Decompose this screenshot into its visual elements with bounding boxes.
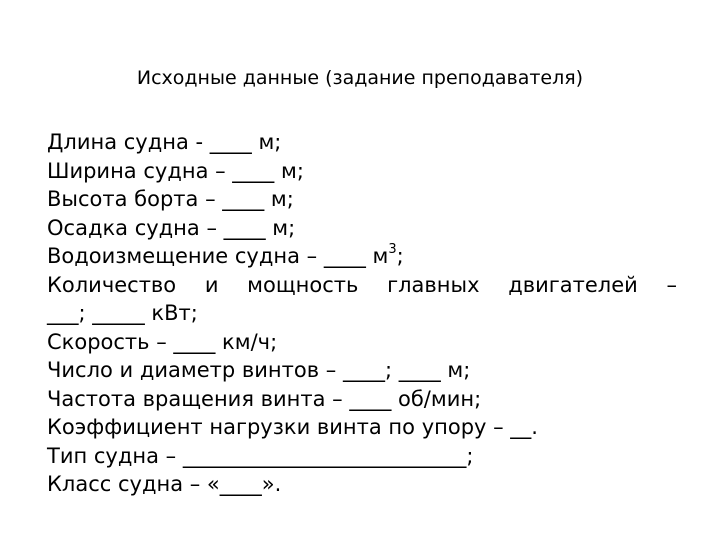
displacement-superscript: 3 [388, 242, 397, 257]
engines-word: главных [387, 272, 480, 297]
requirements-list [47, 128, 687, 499]
line-displacement [47, 242, 687, 271]
line-draft: Осадка судна – ____ м; [47, 215, 296, 240]
line-length: Длина судна - ____ м; [47, 130, 282, 154]
line-rpm: Частота вращения винта – ____ об/мин; [47, 386, 482, 411]
engines-word: мощность [247, 272, 359, 297]
line-ship-class: Класс судна – «____». [47, 472, 282, 496]
line-engines [47, 271, 677, 300]
engines-word: и [204, 272, 219, 297]
line-engines-continued: ___; _____ кВт; [47, 301, 198, 325]
engines-word: двигателей [508, 272, 638, 297]
displacement-end: ; [396, 244, 404, 268]
line-speed: Скорость – ____ км/ч; [47, 329, 278, 354]
line-load-coefficient: Коэффициент нагрузки винта по упору – __. [47, 415, 538, 439]
engines-word: – [666, 272, 677, 297]
line-height: Высота борта – ____ м; [47, 187, 294, 211]
page-title: Исходные данные (задание преподавателя) [136, 67, 584, 89]
engines-word: Количество [47, 272, 177, 297]
line-propellers: Число и диаметр винтов – ____; ____ м; [47, 358, 471, 382]
line-ship-type: Тип судна – ___________________________; [47, 443, 474, 468]
displacement-text: Водоизмещение судна – ____ м [47, 244, 389, 268]
line-width: Ширина судна – ____ м; [47, 158, 304, 183]
